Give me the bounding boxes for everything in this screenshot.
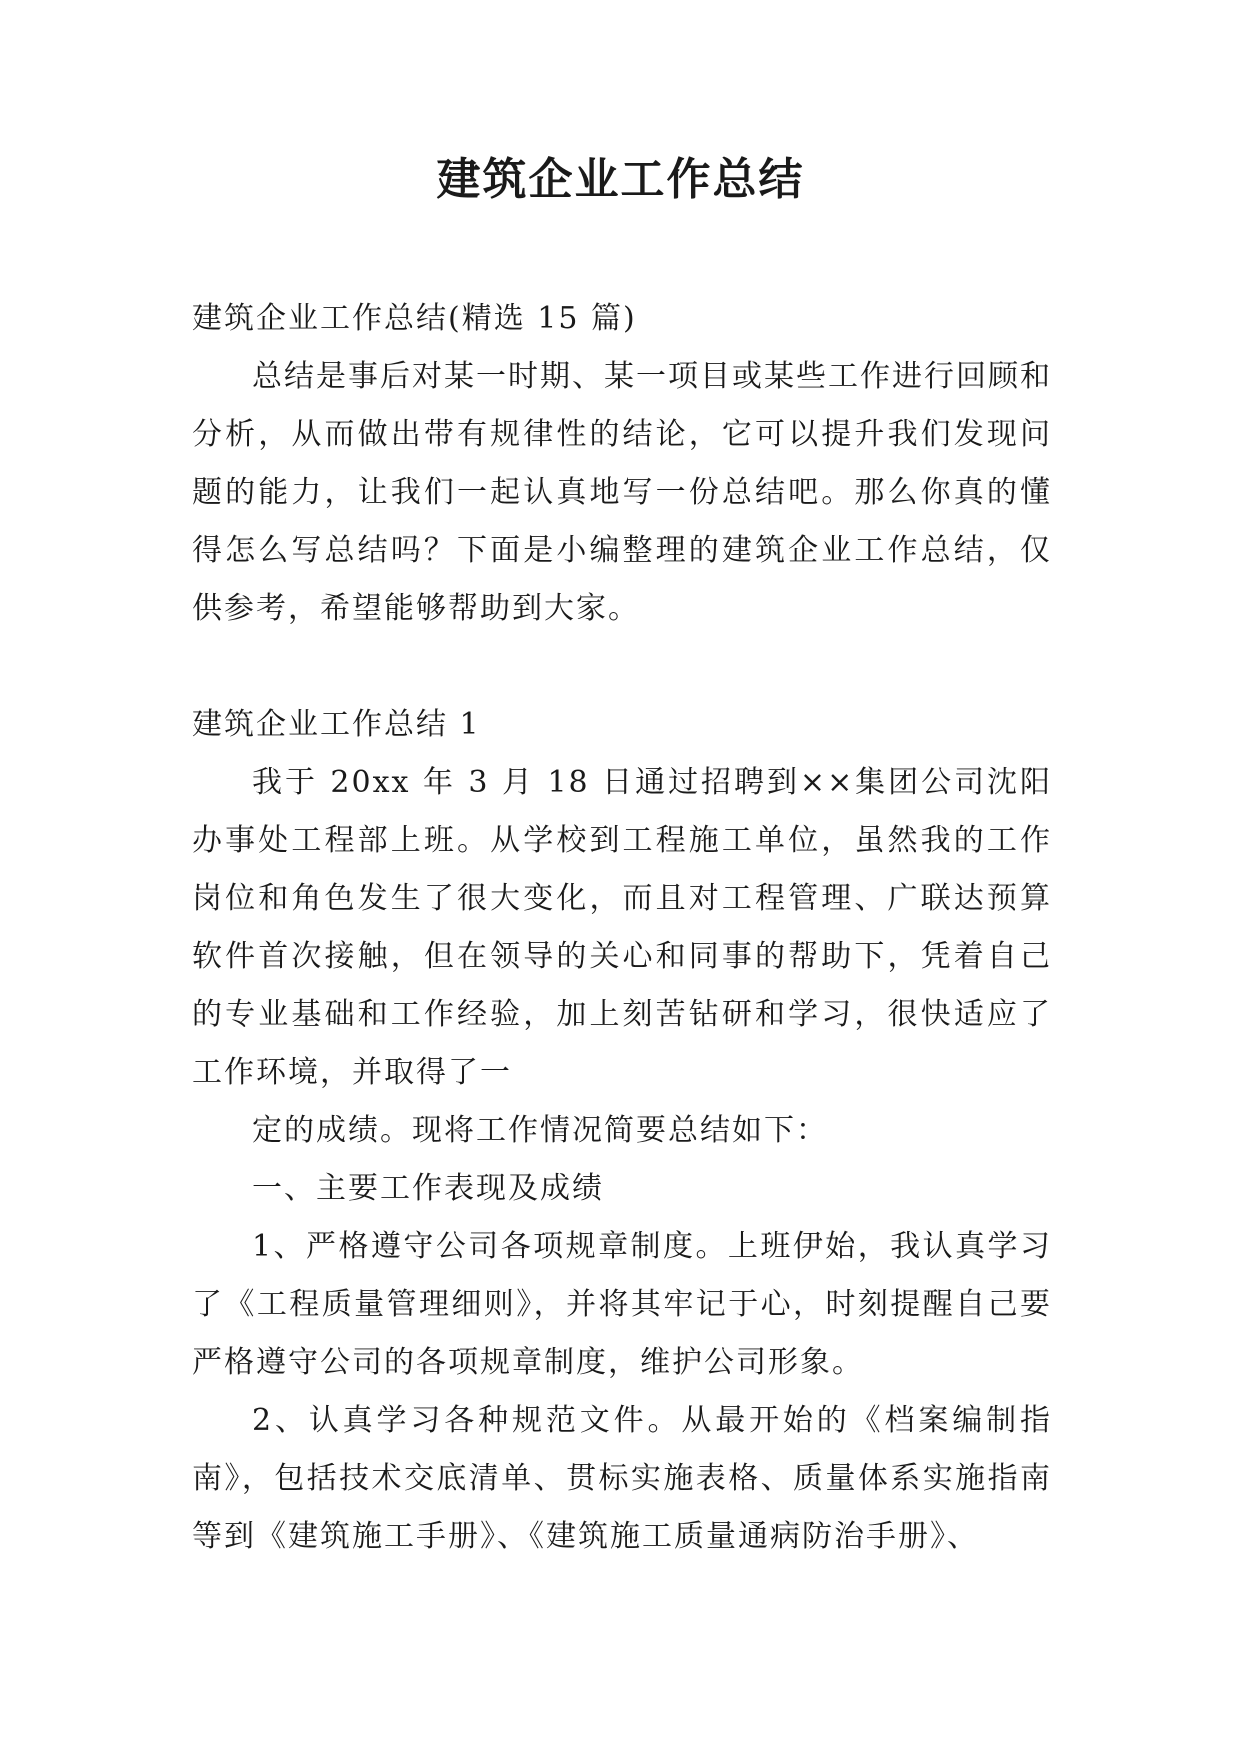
body-paragraph-5: 2、认真学习各种规范文件。从最开始的《档案编制指南》，包括技术交底清单、贯标实施表格、质量体系实施指南等到《建筑施工手册》、《建筑施工质量通病防治手册》、 xyxy=(192,1403,1052,1554)
intro-paragraph: 总结是事后对某一时期、某一项目或某些工作进行回顾和分析，从而做出带有规律性的结论，它可以提升我们发现问题的能力，让我们一起认真地写一份总结吧。那么你真的懂得怎么写总结吗？下面是小编整理的建筑企业工作总结，仅供参考，希望能够帮助到大家。 xyxy=(192,359,1052,626)
document-subtitle: 建筑企业工作总结(精选 15 篇) xyxy=(192,301,637,336)
body-paragraph-2: 定的成绩。现将工作情况简要总结如下： xyxy=(252,1113,828,1148)
document-title: 建筑企业工作总结 xyxy=(436,154,805,205)
paragraph-gap xyxy=(192,638,1052,696)
body-paragraph-4: 1、严格遵守公司各项规章制度。上班伊始，我认真学习了《工程质量管理细则》，并将其牢记于心，时刻提醒自己要严格遵守公司的各项规章制度，维护公司形象。 xyxy=(192,1229,1052,1380)
body-paragraph-1: 我于 20xx 年 3 月 18 日通过招聘到××集团公司沈阳办事处工程部上班。从学校到工程施工单位，虽然我的工作岗位和角色发生了很大变化，而且对工程管理、广联达预算软件首次接触，但在领导的关心和同事的帮助下，凭着自己的专业基础和工作经验，加上刻苦钻研和学习，很快适应了工作环境，并取得了一 xyxy=(192,765,1052,1090)
body-paragraph-3: 一、主要工作表现及成绩 xyxy=(252,1171,604,1206)
section-heading: 建筑企业工作总结 1 xyxy=(192,707,481,742)
document-body xyxy=(192,290,1052,1566)
